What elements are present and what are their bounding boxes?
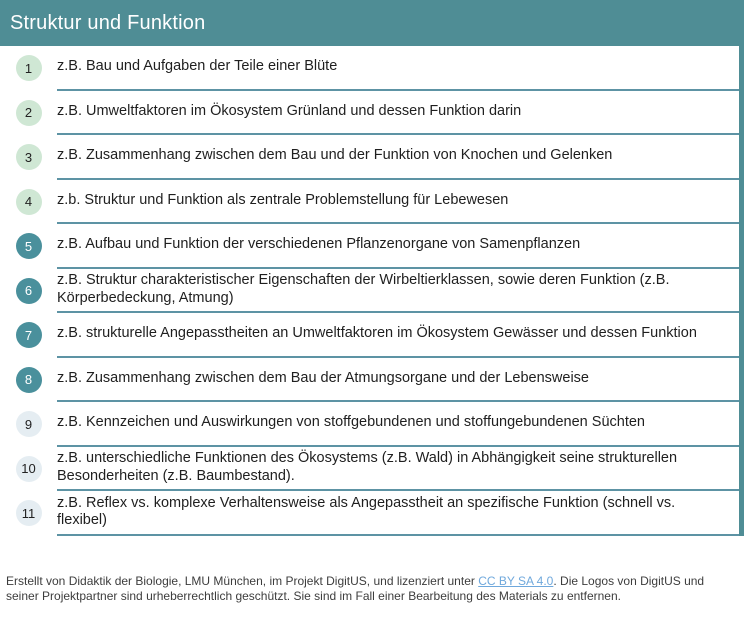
item-text-cell (57, 135, 739, 180)
page-title: Struktur und Funktion (10, 11, 206, 34)
table-row (0, 91, 739, 136)
row-number-column (0, 402, 57, 447)
item-number: 5 (24, 238, 33, 254)
item-text-cell (57, 91, 739, 136)
item-number: 4 (24, 194, 33, 210)
table-row (0, 46, 739, 91)
item-number: 3 (24, 149, 33, 165)
item-text-cell (57, 402, 739, 447)
row-number-column (0, 313, 57, 358)
item-text: z.B. Zusammenhang zwischen dem Bau der Atmungsorgane und der Lebensweise (57, 369, 589, 386)
item-number: 8 (24, 372, 33, 388)
item-number-badge (16, 100, 42, 126)
item-number: 2 (24, 105, 33, 121)
item-text-cell (57, 180, 739, 225)
item-text: z.B. Bau und Aufgaben der Teile einer Blüte (57, 58, 338, 75)
row-number-column (0, 269, 57, 314)
item-text-cell (57, 224, 739, 269)
item-number: 6 (24, 283, 33, 299)
item-text-cell (57, 491, 739, 536)
table-row (0, 402, 739, 447)
item-number-badge (16, 500, 42, 526)
row-number-column (0, 180, 57, 225)
page-header (0, 0, 744, 46)
item-text: z.B. unterschiedliche Funktionen des Ökosystems (z.B. Wald) in Abhängigkeit seine strukturellen Besonderheiten (z.B. Baumbestand). (57, 450, 678, 484)
item-text: z.B. strukturelle Angepasstheiten an Umweltfaktoren im Ökosystem Gewässer und dessen Funktion (57, 325, 697, 342)
item-text-cell (57, 46, 739, 91)
row-number-column (0, 46, 57, 91)
item-number-badge (16, 55, 42, 81)
item-number: 7 (24, 327, 33, 343)
row-number-column (0, 224, 57, 269)
row-number-column (0, 91, 57, 136)
item-text: z.B. Reflex vs. komplexe Verhaltensweise als Angepasstheit an spezifische Funktion (schnell vs. flexibel) (57, 494, 676, 529)
item-number-badge (16, 233, 42, 259)
item-number-badge (16, 144, 42, 170)
item-number: 9 (24, 416, 33, 432)
item-text-cell (57, 447, 739, 492)
item-text: z.b. Struktur und Funktion als zentrale Problemstellung für Lebewesen (57, 191, 509, 208)
item-text-cell (57, 358, 739, 403)
item-text: z.B. Zusammenhang zwischen dem Bau und der Funktion von Knochen und Gelenken (57, 147, 613, 164)
item-text-cell (57, 269, 739, 314)
row-number-column (0, 491, 57, 536)
item-text: z.B. Aufbau und Funktion der verschiedenen Pflanzenorgane von Samenpflanzen (57, 236, 581, 253)
item-number-badge (16, 456, 42, 482)
item-number-badge (16, 278, 42, 304)
license-footer (0, 574, 744, 605)
footer-text-before-link: Erstellt von Didaktik der Biologie, LMU München, im Projekt DigitUS, und lizenziert unter (6, 573, 479, 588)
table-row (0, 447, 739, 492)
table-row (0, 224, 739, 269)
item-text: z.B. Umweltfaktoren im Ökosystem Grünland und dessen Funktion darin (57, 102, 522, 119)
table-row (0, 491, 739, 536)
table-row (0, 313, 739, 358)
item-number-badge (16, 367, 42, 393)
table-row (0, 180, 739, 225)
cc-license-link[interactable]: CC BY SA 4.0 (478, 573, 554, 588)
item-number-badge (16, 322, 42, 348)
footer-text-after-link: . Die Logos von DigitUS und seiner Projektpartner sind urheberrechtlich geschützt. Sie sind im Fall einer Bearbeitung des Materials zu entfernen. (6, 573, 705, 603)
item-number-badge (16, 189, 42, 215)
topic-list (0, 46, 744, 536)
item-number: 10 (21, 461, 36, 477)
row-number-column (0, 358, 57, 403)
item-text: z.B. Kennzeichen und Auswirkungen von stoffgebundenen und stoffungebundenen Süchten (57, 414, 645, 431)
item-number: 1 (24, 60, 33, 76)
row-number-column (0, 135, 57, 180)
item-text: z.B. Struktur charakteristischer Eigenschaften der Wirbeltierklassen, sowie deren Funktion (z.B. Körperbedeckung, Atmung) (57, 272, 670, 306)
item-text-cell (57, 313, 739, 358)
item-number: 11 (21, 505, 36, 521)
item-number-badge (16, 411, 42, 437)
table-row (0, 269, 739, 314)
row-number-column (0, 447, 57, 492)
table-row (0, 135, 739, 180)
table-row (0, 358, 739, 403)
